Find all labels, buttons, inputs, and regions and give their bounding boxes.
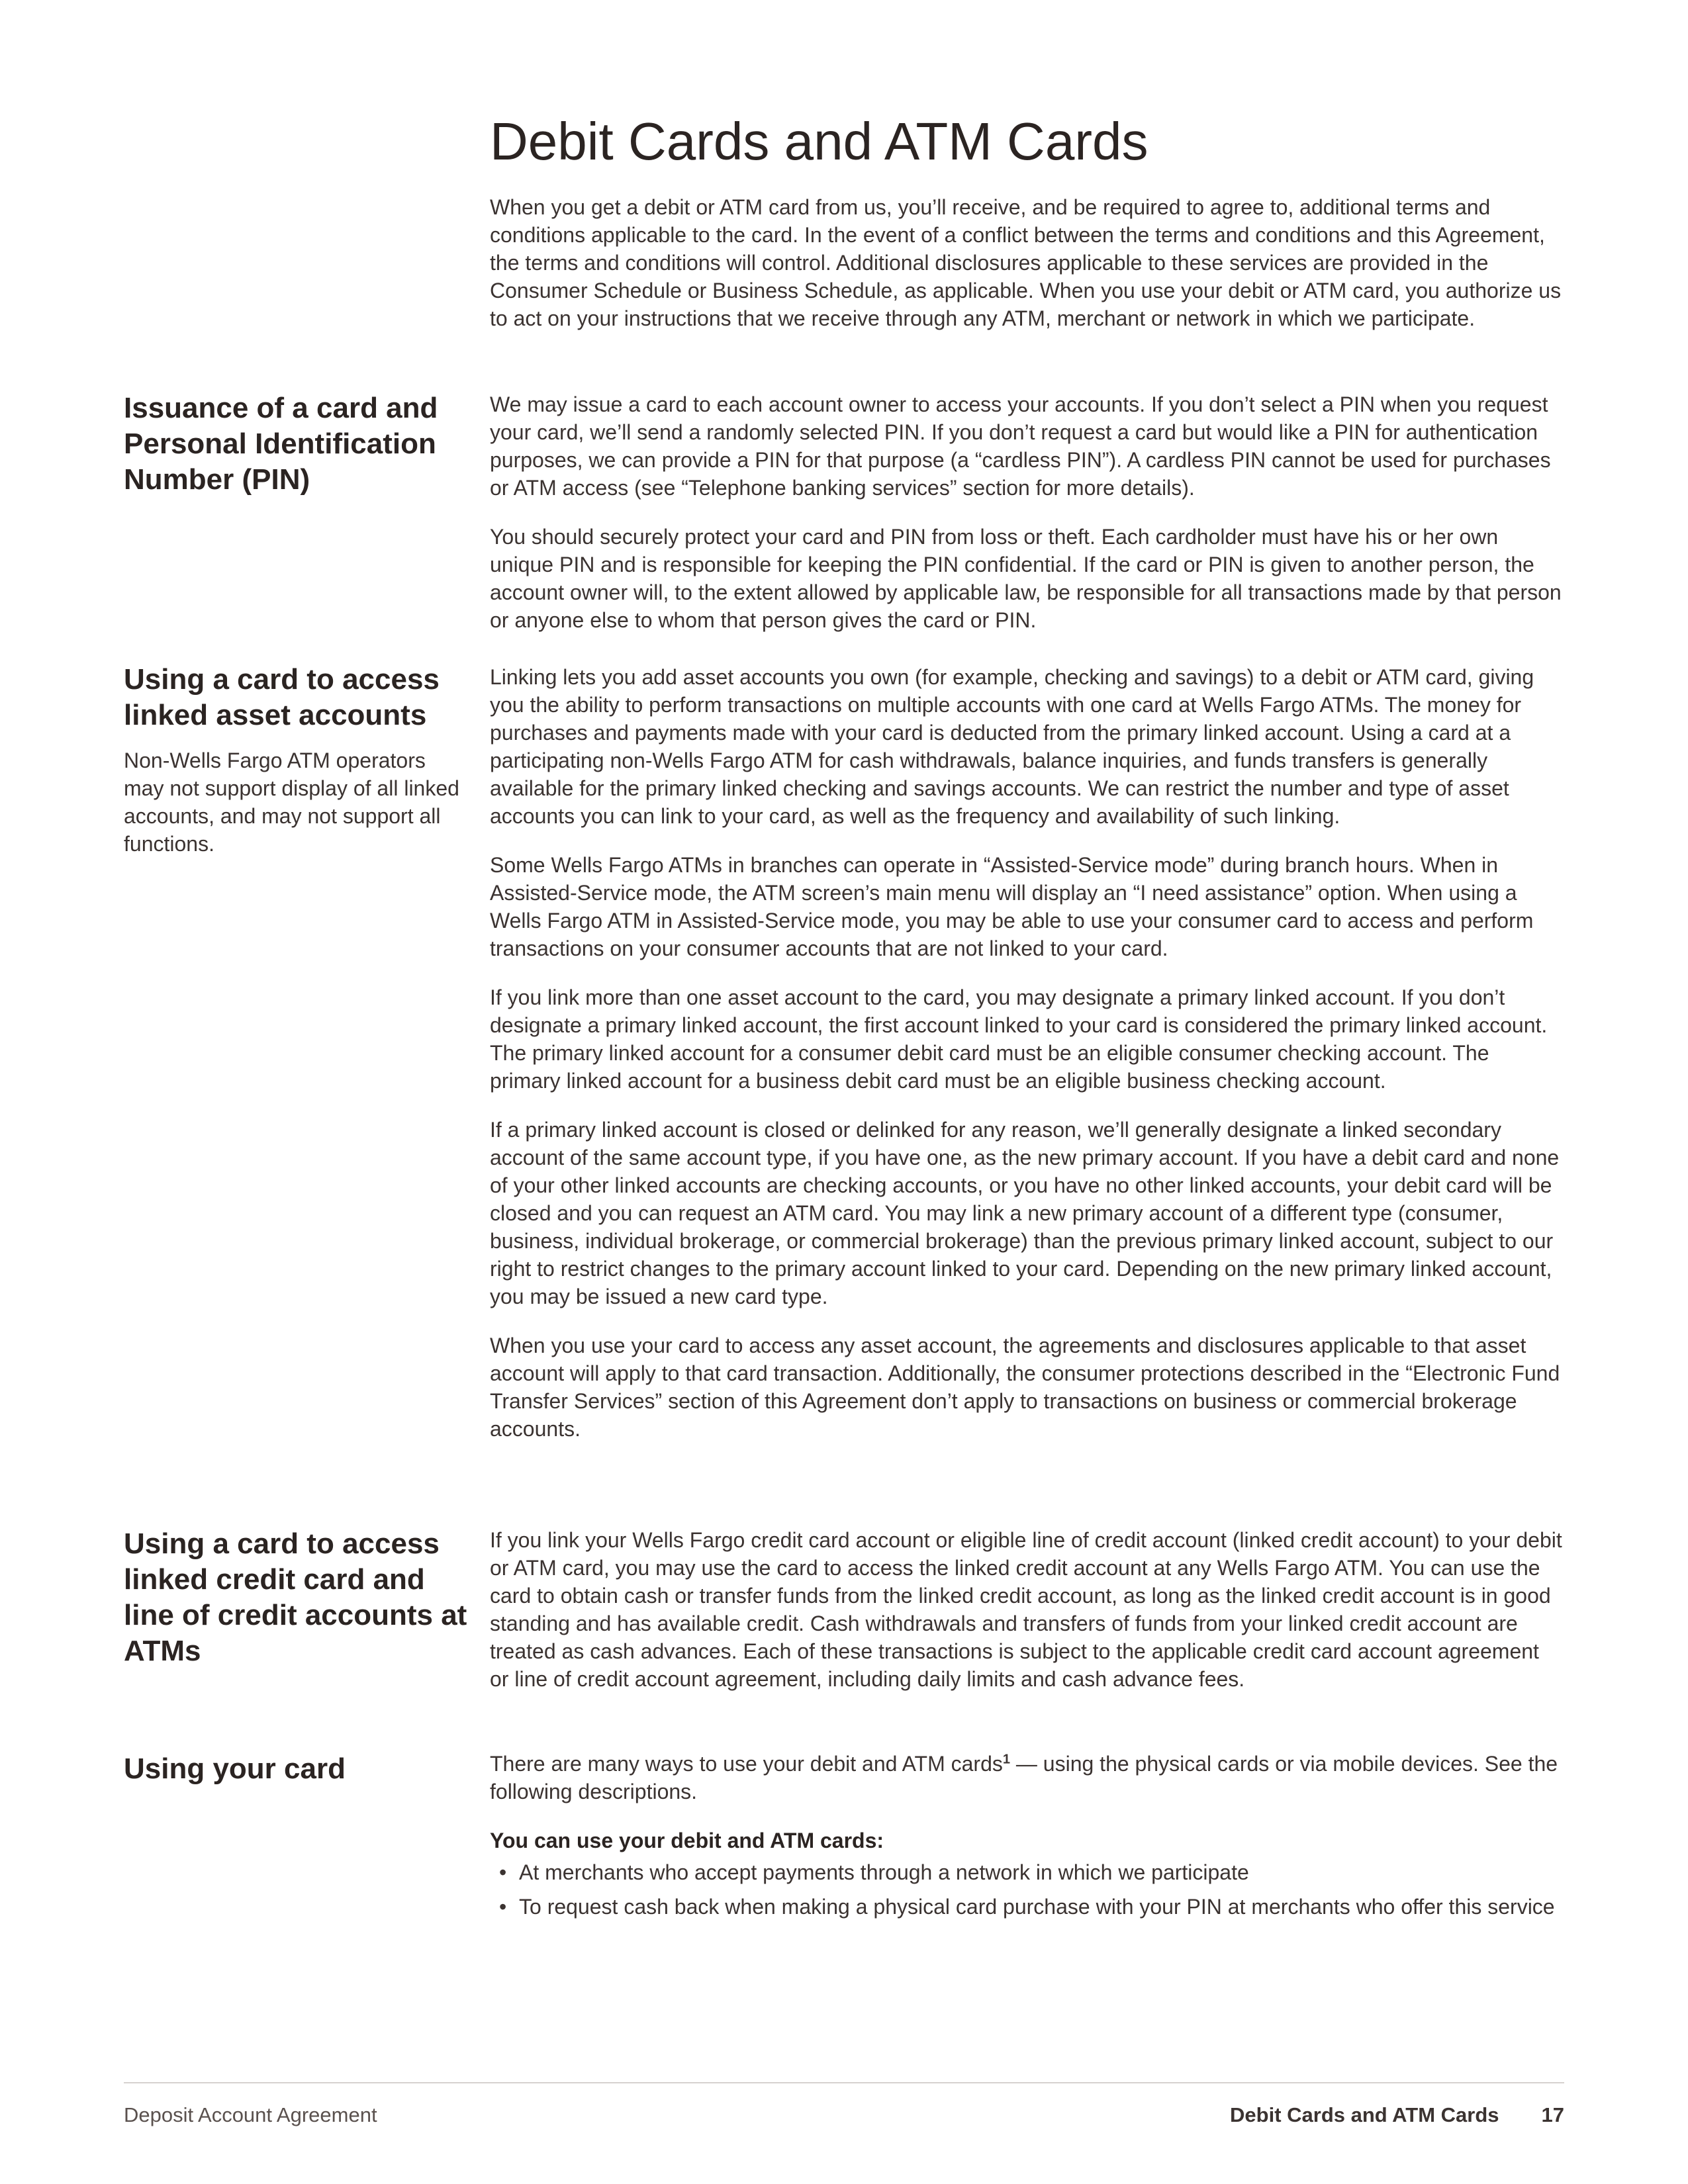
intro-block: [490, 193, 1562, 353]
section-body-issuance: [490, 390, 1562, 655]
linked-credit-paragraph-1: If you link your Wells Fargo credit card account or eligible line of credit account (linked credit account) to your debit or ATM card, you may use the card to access the linked credit account at any Wells Fargo ATM. You can use the card to obtain cash or transfer funds from the linked credit account, as long as the linked credit account is in good standing and has available credit. Cash withdrawals and transfers of funds from your linked credit account are treated as cash advances. Each of these transactions is subject to the applicable credit card account agreement or line of credit account agreement, including daily limits and cash advance fees.: [490, 1528, 1562, 1691]
footer-document-name: Deposit Account Agreement: [124, 2103, 377, 2126]
section-body-linked-asset: [490, 663, 1562, 1464]
issuance-paragraph-1: We may issue a card to each account owner to access your accounts. If you don’t select a PIN when you request your card, we’ll send a randomly selected PIN. If you don’t request a card but would like a PIN for authentication purposes, we can provide a PIN for that purpose (a “cardless PIN”). A cardless PIN cannot be used for purchases or ATM access (see “Telephone banking services” section for more details).: [490, 392, 1551, 500]
using-card-list-lead: You can use your debit and ATM cards:: [490, 1829, 884, 1852]
footer-right: [1230, 2103, 1564, 2127]
linked-asset-paragraph-4: If a primary linked account is closed or delinked for any reason, we’ll generally designate a linked secondary account of the same account type, if you have one, as the new primary account. If you have a debit card and none of your other linked accounts are checking accounts, or you have no other linked accounts, your debit card will be closed and you can request an ATM card. You may link a new primary account of a different type (consumer, business, individual brokerage, or commercial brokerage) than the previous primary linked account, subject to our right to restrict changes to the primary account linked to your card. Depending on the new primary linked account, you may be issued a new card type.: [490, 1118, 1560, 1308]
list-item: • At merchants who accept payments through a network in which we participate: [519, 1858, 1562, 1886]
linked-asset-paragraph-3: If you link more than one asset account to the card, you may designate a primary linked account. If you don’t designate a primary linked account, the first account linked to your card is considered the primary linked account. The primary linked account for a consumer debit card must be an eligible consumer checking account. The primary linked account for a business debit card must be an eligible business checking account.: [490, 985, 1548, 1093]
footer-section-name: Debit Cards and ATM Cards: [1230, 2103, 1499, 2126]
intro-paragraph: When you get a debit or ATM card from us, you’ll receive, and be required to agree to, additional terms and conditions applicable to the card. In the event of a conflict between the terms and conditions and this Agreement, the terms and conditions will control. Additional disclosures applicable to these services are provided in the Consumer Schedule or Business Schedule, as applicable. When you use your debit or ATM card, you authorize us to act on your instructions that we receive through any ATM, merchant or network in which we participate.: [490, 195, 1562, 330]
linked-asset-sidenote: Non-Wells Fargo ATM operators may not support display of all linked accounts, and may not support all functions.: [124, 749, 459, 856]
footer-divider: [124, 2082, 1564, 2083]
using-card-bullet-list: [490, 1858, 1562, 1921]
page-title: Debit Cards and ATM Cards: [490, 112, 1149, 171]
section-heading-issuance: Issuance of a card and Personal Identification Number (PIN): [124, 392, 438, 496]
using-card-intro: [490, 1750, 1562, 1805]
linked-asset-paragraph-5: When you use your card to access any asset account, the agreements and disclosures applicable to that asset account will apply to that card transaction. Additionally, the consumer protections described in the “Electronic Fund Transfer Services” section of this Agreement don’t apply to transactions on business or commercial brokerage accounts.: [490, 1334, 1560, 1441]
section-heading-linked-asset: Using a card to access linked asset accounts: [124, 663, 440, 731]
using-card-intro-text: There are many ways to use your debit and ATM cards: [490, 1752, 1003, 1776]
section-heading-linked-credit: Using a card to access linked credit card and line of credit accounts at ATMs: [124, 1527, 467, 1667]
list-item: • To request cash back when making a physical card purchase with your PIN at merchants who offer this service: [519, 1893, 1562, 1921]
section-body-linked-credit: [490, 1526, 1562, 1714]
section-heading-using-card: Using your card: [124, 1752, 346, 1785]
issuance-paragraph-2: You should securely protect your card and PIN from loss or theft. Each cardholder must have his or her own unique PIN and is responsible for keeping the PIN confidential. If the card or PIN is given to another person, the account owner will, to the extent allowed by applicable law, be responsible for all transactions made by that person or anyone else to whom that person gives the card or PIN.: [490, 525, 1562, 632]
linked-asset-paragraph-2: Some Wells Fargo ATMs in branches can operate in “Assisted-Service mode” during branch hours. When in Assisted-Service mode, the ATM screen’s main menu will display an “I need assistance” option. When using a Wells Fargo ATM in Assisted-Service mode, you may be able to use your consumer card to access and perform transactions on your consumer accounts that are not linked to your card.: [490, 853, 1534, 960]
linked-asset-paragraph-1: Linking lets you add asset accounts you own (for example, checking and savings) to a debit or ATM card, giving you the ability to perform transactions on multiple accounts with one card at Wells Fargo ATMs. The money for purchases and payments made with your card is deducted from the primary linked account. Using a card at a participating non-Wells Fargo ATM for cash withdrawals, balance inquiries, and funds transfers is generally available for the primary linked checking and savings accounts. We can restrict the number and type of asset accounts you can link to your card, as well as the frequency and availability of such linking.: [490, 665, 1534, 828]
page-number: 17: [1541, 2103, 1564, 2126]
using-card-intro-tail: — using the physical cards or via mobile devices. See the following descriptions.: [490, 1752, 1558, 1803]
section-body-using-card: [490, 1750, 1562, 1927]
footnote-mark: 1: [1002, 1752, 1010, 1767]
